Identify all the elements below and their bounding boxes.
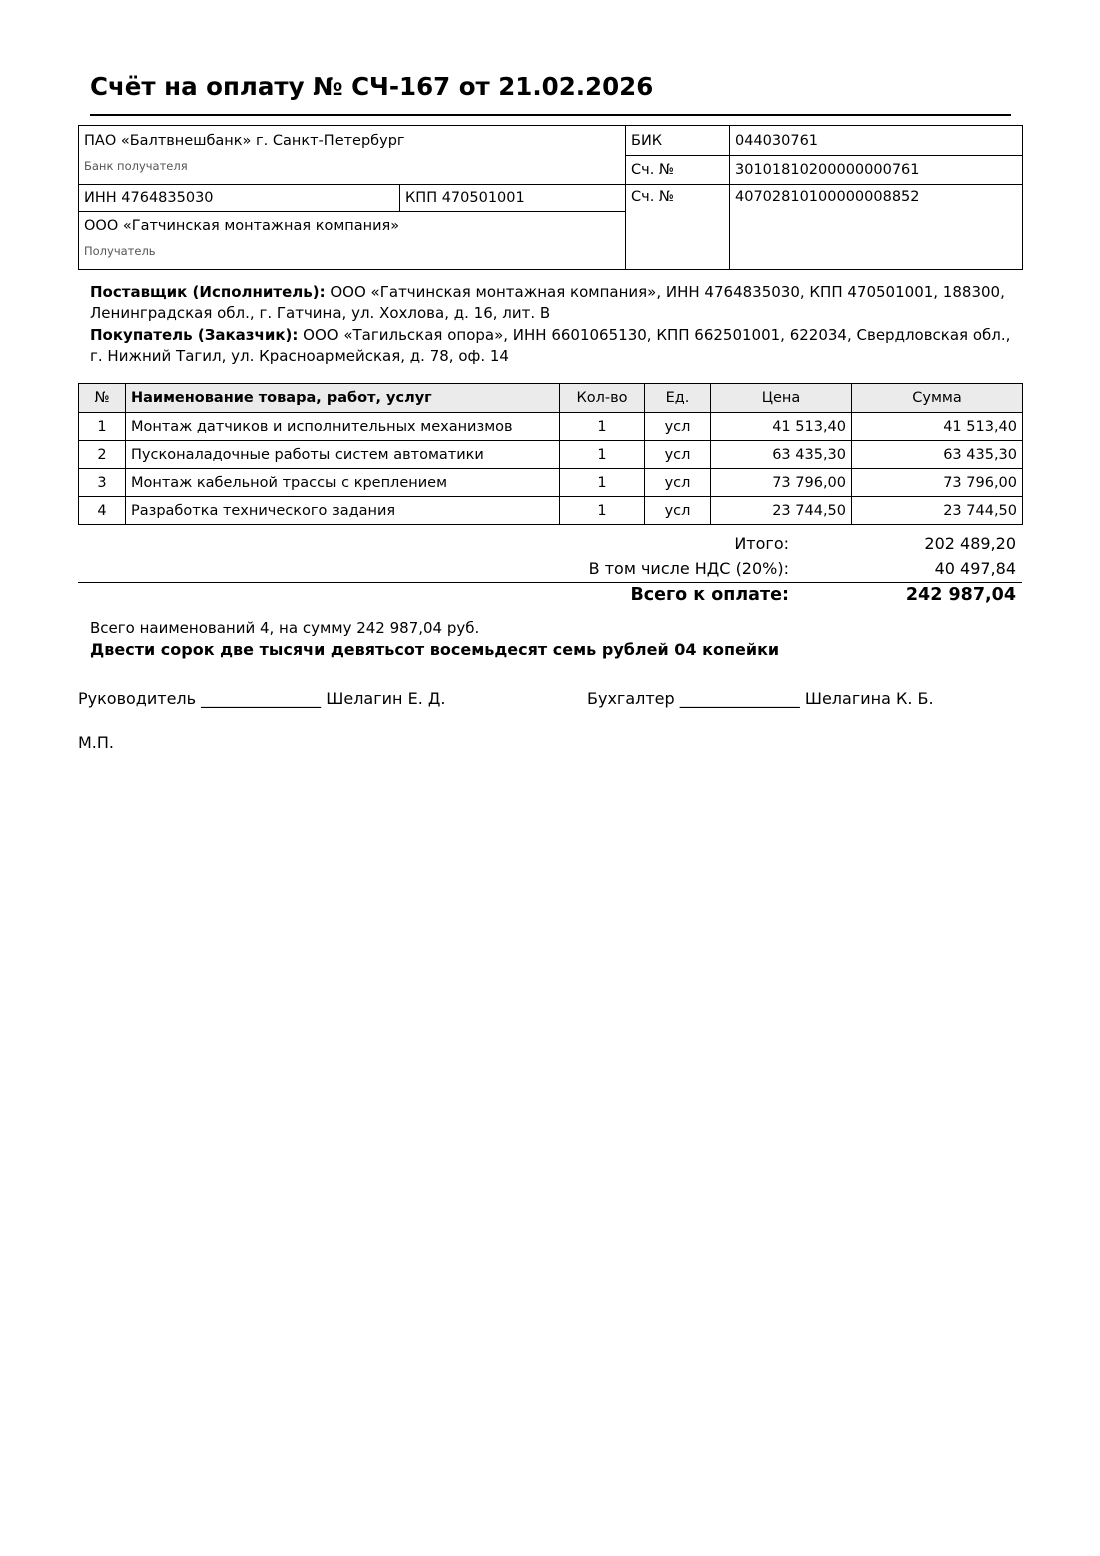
col-header-num: №: [79, 384, 126, 413]
row-sum: 63 435,30: [852, 441, 1023, 469]
row-unit: усл: [645, 413, 711, 441]
title-divider: [90, 114, 1011, 116]
items-count-line: Всего наименований 4, на сумму 242 987,04 руб.: [90, 619, 480, 637]
row-price: 63 435,30: [711, 441, 852, 469]
col-header-qty: Кол-во: [560, 384, 645, 413]
row-num: 4: [79, 497, 126, 525]
amount-in-words: Двести сорок две тысячи девятьсот восемьдесят семь рублей 04 копейки: [90, 640, 780, 659]
col-header-name: Наименование товара, работ, услуг: [126, 384, 560, 413]
parties-block: [90, 282, 1020, 368]
buyer-line: [90, 325, 1020, 367]
vat-value: 40 497,84: [934, 559, 1016, 578]
bik-value: 044030761: [730, 126, 1023, 156]
supplier-line: [90, 282, 1020, 324]
row-qty: 1: [560, 441, 645, 469]
row-unit: усл: [645, 497, 711, 525]
corr-account-label: Сч. №: [626, 156, 730, 185]
items-table: [78, 383, 1023, 525]
bank-caption: Банк получателя: [79, 156, 626, 185]
table-row: [79, 497, 1023, 525]
supplier-details: ООО «Гатчинская монтажная компания», ИНН 4764835030, КПП 470501001, 188300, Ленинградская обл., г. Гатчина, ул. Хохлова, д. 16, лит. В: [90, 283, 1005, 322]
grand-total-value: 242 987,04: [905, 585, 1016, 605]
recipient-caption: Получатель: [79, 241, 626, 270]
invoice-title: Счёт на оплату № СЧ-167 от 21.02.2026: [90, 72, 654, 101]
account-label: Сч. №: [626, 185, 730, 270]
bank-details-table: [78, 125, 1023, 270]
row-sum: 23 744,50: [852, 497, 1023, 525]
stamp-place: М.П.: [78, 733, 115, 752]
table-row: [79, 413, 1023, 441]
row-price: 73 796,00: [711, 469, 852, 497]
totals-block: [78, 532, 1022, 608]
vat-row: [78, 557, 1022, 582]
row-unit: усл: [645, 441, 711, 469]
row-num: 1: [79, 413, 126, 441]
row-qty: 1: [560, 497, 645, 525]
corr-account-value: 30101810200000000761: [730, 156, 1023, 185]
director-signature: Руководитель _______________ Шелагин Е. Д.: [78, 689, 446, 708]
accountant-signature: Бухгалтер _______________ Шелагина К. Б.: [587, 689, 934, 708]
row-qty: 1: [560, 413, 645, 441]
row-price: 41 513,40: [711, 413, 852, 441]
supplier-label: Поставщик (Исполнитель):: [90, 283, 326, 301]
bank-name: ПАО «Балтвнешбанк» г. Санкт-Петербург: [79, 126, 626, 156]
recipient-name: ООО «Гатчинская монтажная компания»: [79, 212, 626, 241]
buyer-details: ООО «Тагильская опора», ИНН 6601065130, КПП 662501001, 622034, Свердловская обл., г. Нижний Тагил, ул. Красноармейская, д. 78, оф. 14: [90, 326, 1011, 365]
table-row: [79, 469, 1023, 497]
grand-total-row: [78, 583, 1022, 608]
row-name: Разработка технического задания: [126, 497, 560, 525]
col-header-sum: Сумма: [852, 384, 1023, 413]
col-header-unit: Ед.: [645, 384, 711, 413]
vat-label: В том числе НДС (20%):: [588, 559, 789, 578]
row-num: 2: [79, 441, 126, 469]
buyer-label: Покупатель (Заказчик):: [90, 326, 299, 344]
subtotal-row: [78, 532, 1022, 557]
bik-label: БИК: [626, 126, 730, 156]
subtotal-label: Итого:: [734, 534, 789, 553]
subtotal-value: 202 489,20: [924, 534, 1016, 553]
account-value: 40702810100000008852: [730, 185, 1023, 270]
table-row: [79, 441, 1023, 469]
row-name: Пусконаладочные работы систем автоматики: [126, 441, 560, 469]
row-sum: 41 513,40: [852, 413, 1023, 441]
row-name: Монтаж кабельной трассы с креплением: [126, 469, 560, 497]
row-price: 23 744,50: [711, 497, 852, 525]
row-name: Монтаж датчиков и исполнительных механизмов: [126, 413, 560, 441]
kpp: КПП 470501001: [400, 185, 626, 212]
row-qty: 1: [560, 469, 645, 497]
inn: ИНН 4764835030: [79, 185, 400, 212]
summary-block: [90, 618, 779, 660]
row-sum: 73 796,00: [852, 469, 1023, 497]
row-unit: усл: [645, 469, 711, 497]
grand-total-label: Всего к оплате:: [630, 585, 789, 605]
row-num: 3: [79, 469, 126, 497]
col-header-price: Цена: [711, 384, 852, 413]
